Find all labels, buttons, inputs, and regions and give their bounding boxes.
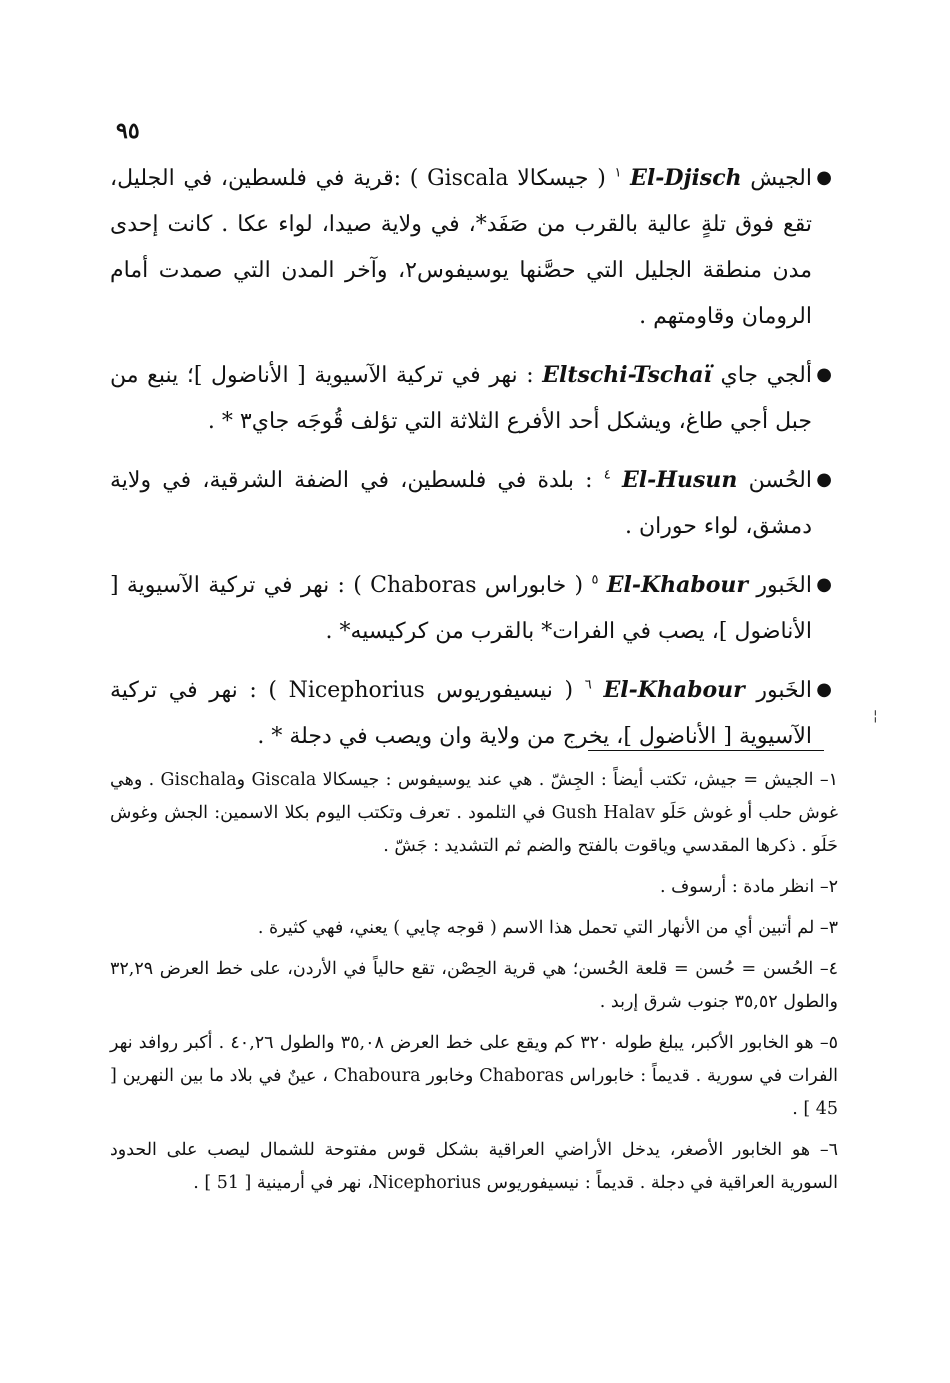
entry-text: : نهر في تركية الآسيوية [ الأناضول ]؛ ينبع من جبل أجي طاغ، ويشكل أحد الأفرع الثلاثة التي تؤلف قُوجَه جاي٣ * . bbox=[110, 363, 812, 434]
entry-term: الجيش bbox=[750, 166, 812, 191]
entry-latin: El-Djisch bbox=[630, 165, 742, 191]
entry bbox=[110, 667, 830, 760]
footnote-divider bbox=[588, 750, 824, 751]
bullet-icon: ● bbox=[816, 574, 832, 595]
footnote-ref: ٤ bbox=[603, 467, 611, 483]
entry-text: ( جيسكالا Giscala ) :قرية في فلسطين، في الجليل، تقع فوق تلةٍ عالية بالقرب من صَفَد*، في ولاية صيدا، لواء عكا . كانت إحدى مدن منطقة الجليل التي حصَّنها يوسيفوس٢، وآخر المدن التي صمدت أمام الرومان وقاومتهم . bbox=[110, 166, 812, 329]
entry-latin: Eltschi-Tschaï bbox=[542, 362, 712, 388]
footnote: ١– الجيش = جيش، تكتب أيضاً : الجِشّ . هي عند يوسيفوس : جيسكالا Giscala وGischala . وهي غوش حلب أو غوش حَلَو Gush Halav في التلمود . تعرف وتكتب اليوم بكلا الاسمين: الجش وغوش حَلَو . ذكرها المقدسي وياقوت بالفتح والضم ثم التشديد : جَشّ . bbox=[110, 770, 838, 856]
entry-text: : بلدة في فلسطين، في الضفة الشرقية، في ولاية دمشق، لواء حوران . bbox=[110, 468, 812, 539]
footnotes bbox=[110, 764, 838, 1208]
entry-latin: El-Husun bbox=[621, 467, 738, 493]
margin-mark: ¦ bbox=[873, 708, 878, 724]
entry-text: ( نيسيفوريوس Nicephorius ) : نهر في تركية الآسيوية [ الأناضول ]، يخرج من ولاية وان ويصب في دجلة * . bbox=[110, 678, 812, 749]
entry-latin: El-Khabour bbox=[603, 677, 745, 703]
footnote: ٣– لم أتبين أي من الأنهار التي تحمل هذا الاسم ( قوجه چايي ) يعني، فهي كثيرة . bbox=[257, 918, 838, 938]
footnote: ٦– هو الخابور الأصغر، يدخل الأراضي العراقية بشكل قوس مفتوحة للشمال ليصب على الحدود السورية العراقية في دجلة . قديماً : نيسيفوريوس Nicephorius، نهر في أرمينية [ 51 ] . bbox=[110, 1140, 838, 1193]
footnote: ٢– انظر مادة : أرسوف . bbox=[660, 877, 838, 897]
entry-term: ألجي جاي bbox=[720, 363, 812, 388]
entry bbox=[110, 562, 830, 655]
entry bbox=[110, 155, 830, 340]
entry bbox=[110, 352, 830, 445]
page-number: ٩٥ bbox=[116, 118, 140, 144]
entry bbox=[110, 457, 830, 550]
bullet-icon: ● bbox=[816, 469, 832, 490]
footnote: ٥– هو الخابور الأكبر، يبلغ طوله ٣٢٠ كم ويقع على خط العرض ٣٥,٠٨ والطول ٤٠,٢٦ . أكبر روافد نهر الفرات في سورية . قديماً : خابوراس Chaboras وخابور Chaboura ، عينٌ في بلاد ما بين النهرين [ 45 ] . bbox=[110, 1033, 839, 1119]
entry-text: ( خابوراس Chaboras ) : نهر في تركية الآسيوية [ الأناضول ]، يصب في الفرات* بالقرب من كركيسيه* . bbox=[110, 573, 812, 644]
entry-term: الخَبور bbox=[756, 573, 812, 598]
footnote: ٤– الحُسن = حُسن = قلعة الحُسن؛ هي قرية الحِصْن، تقع حالياً في الأردن، على خط العرض ٣٢,٢٩ والطول ٣٥,٥٢ جنوب شرق إربد . bbox=[110, 959, 838, 1012]
gazetteer-entries bbox=[110, 155, 830, 772]
bullet-icon: ● bbox=[816, 679, 832, 700]
bullet-icon: ● bbox=[816, 167, 832, 188]
entry-term: الحُسن bbox=[748, 468, 812, 493]
footnote-ref: ٦ bbox=[584, 677, 592, 693]
footnote-ref: ١ bbox=[614, 165, 622, 181]
entry-latin: El-Khabour bbox=[606, 572, 749, 598]
bullet-icon: ● bbox=[816, 364, 832, 385]
entry-term: الخَبور bbox=[756, 678, 813, 703]
footnote-ref: ٥ bbox=[591, 572, 599, 588]
